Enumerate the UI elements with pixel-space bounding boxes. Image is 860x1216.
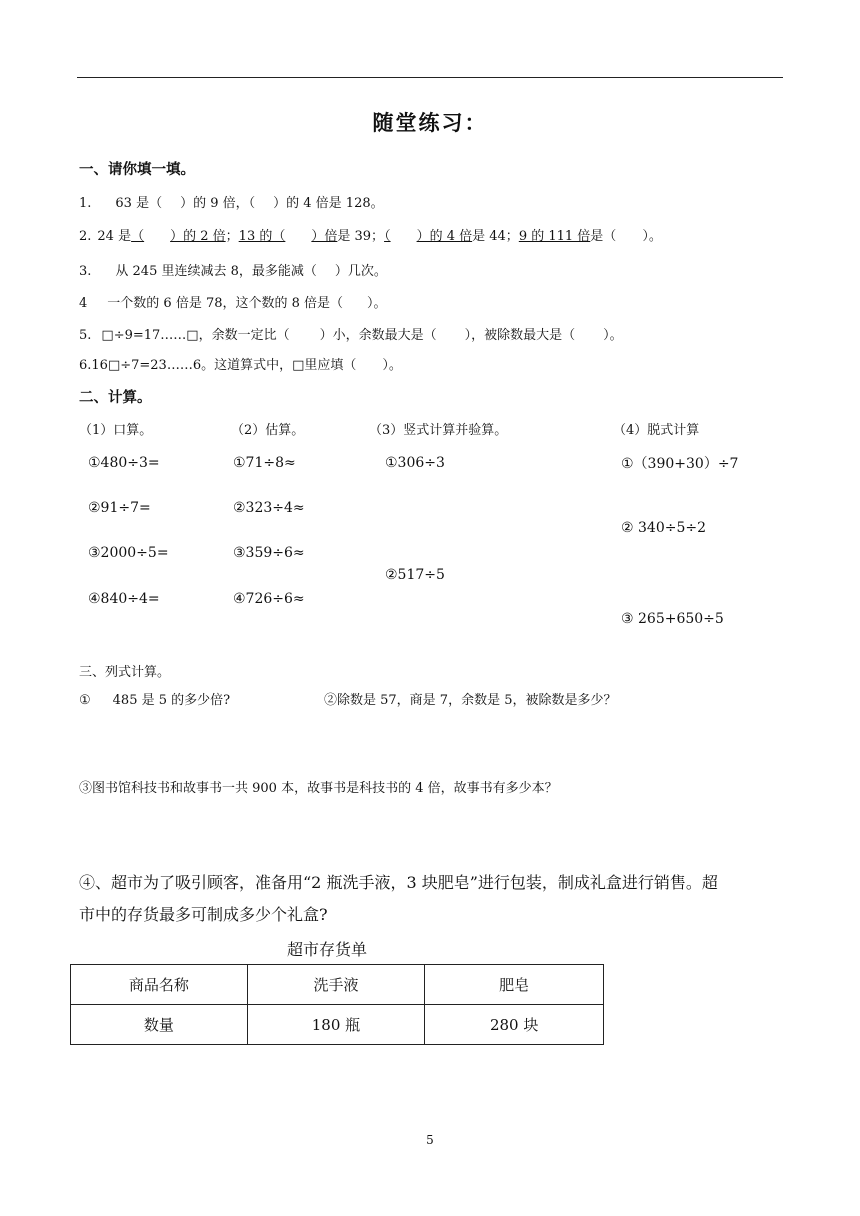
question-number: 1. — [79, 196, 92, 211]
mental-item: ①480÷3= — [88, 455, 160, 471]
estimate-item: ④726÷6≈ — [233, 591, 305, 607]
word-problem-3: ③图书馆科技书和故事书一共 900 本，故事书是科技书的 4 倍，故事书有多少本？ — [79, 781, 558, 796]
section-heading-word-problems: 三、列式计算。 — [79, 665, 171, 680]
stepwise-item: ② 340÷5÷2 — [621, 520, 706, 536]
word-problem-4-line1: ④、超市为了吸引顾客，准备用“2 瓶洗手液，3 块肥皂”进行包装，制成礼盒进行销售。超 — [79, 873, 718, 892]
question-text: ）。 — [382, 358, 402, 373]
estimate-item: ③359÷6≈ — [233, 545, 305, 561]
question-text: ）。 — [367, 296, 387, 311]
question-text: □÷9=17……□，余数一定比（ — [101, 328, 290, 343]
underlined-text: 9 的 111 倍 — [518, 229, 591, 244]
column-label-mental: （1）口算。 — [79, 423, 153, 438]
table-cell: 280 块 — [425, 1005, 604, 1045]
section-heading-fill-in: 一、请你填一填。 — [79, 162, 195, 178]
question-text: 从 245 里连续减去 8，最多能减（ — [115, 264, 317, 279]
question-text: ）小，余数最大是（ — [319, 328, 437, 343]
table-header-cell: 洗手液 — [247, 965, 425, 1005]
table-cell: 数量 — [71, 1005, 248, 1045]
underlined-blank: （ ）的 4 倍 — [384, 229, 473, 244]
table-cell: 180 瓶 — [247, 1005, 425, 1045]
question-text: 是（ — [590, 229, 617, 244]
word-problem-1 — [79, 689, 230, 708]
question-number: 3. — [79, 264, 92, 279]
question-text: 一个数的 6 倍是 78，这个数的 8 倍是（ — [107, 296, 344, 311]
table-row — [71, 1005, 604, 1045]
stepwise-item: ③ 265+650÷5 — [621, 611, 724, 627]
question-text: 是 39； — [337, 229, 385, 244]
section-heading-calculation: 二、计算。 — [79, 390, 152, 406]
estimate-item: ①71÷8≈ — [233, 455, 296, 471]
column-label-estimate: （2）估算。 — [231, 423, 305, 438]
question-text: ； — [225, 229, 239, 244]
question-text: 6.16□÷7=23……6。这道算式中，□里应填（ — [79, 358, 357, 373]
word-problem-4-line2: 市中的存货最多可制成多少个礼盒? — [79, 905, 328, 924]
table-header-row — [71, 965, 604, 1005]
question-text: ）的 9 倍，（ — [180, 196, 256, 211]
stepwise-item: ①（390+30）÷7 — [621, 456, 739, 472]
inventory-table — [70, 964, 604, 1045]
question-number: ① — [79, 693, 91, 708]
question-text: 是 44； — [472, 229, 519, 244]
question-text: 63 是（ — [115, 196, 163, 211]
mental-item: ③2000÷5= — [88, 545, 169, 561]
question-1-5 — [79, 324, 623, 343]
question-1-6 — [79, 354, 402, 373]
table-header-cell: 商品名称 — [71, 965, 248, 1005]
question-1-3 — [79, 260, 387, 279]
question-text: ）的 4 倍是 128。 — [273, 196, 384, 211]
question-text: 485 是 5 的多少倍? — [112, 693, 231, 708]
underlined-blank: （ ）的 2 倍 — [131, 229, 226, 244]
word-problem-2: ②除数是 57，商是 7，余数是 5，被除数是多少？ — [324, 693, 617, 708]
column-label-vertical: （3）竖式计算并验算。 — [369, 423, 508, 438]
question-number: 4 — [79, 296, 88, 311]
table-caption: 超市存货单 — [287, 940, 368, 959]
vertical-item: ②517÷5 — [385, 567, 445, 583]
column-label-stepwise: （4）脱式计算 — [613, 423, 700, 438]
question-text: ）。 — [603, 328, 623, 343]
question-text: ）。 — [642, 229, 662, 244]
question-text: ），被除数最大是（ — [464, 328, 576, 343]
question-number: 2. — [79, 229, 92, 244]
question-1-2 — [79, 225, 662, 244]
question-1-1 — [79, 192, 384, 211]
estimate-item: ②323÷4≈ — [233, 500, 305, 516]
question-text: 24 是 — [97, 229, 132, 244]
mental-item: ②91÷7= — [88, 500, 151, 516]
underlined-blank: 13 的（ ）倍 — [238, 229, 338, 244]
question-number: 5. — [79, 328, 92, 343]
page-title: 随堂练习： — [372, 111, 488, 135]
top-divider — [77, 77, 783, 78]
question-1-4 — [79, 292, 387, 311]
vertical-item: ①306÷3 — [385, 455, 445, 471]
page-number: 5 — [426, 1133, 434, 1147]
mental-item: ④840÷4= — [88, 591, 160, 607]
question-text: ）几次。 — [334, 264, 387, 279]
table-header-cell: 肥皂 — [425, 965, 604, 1005]
